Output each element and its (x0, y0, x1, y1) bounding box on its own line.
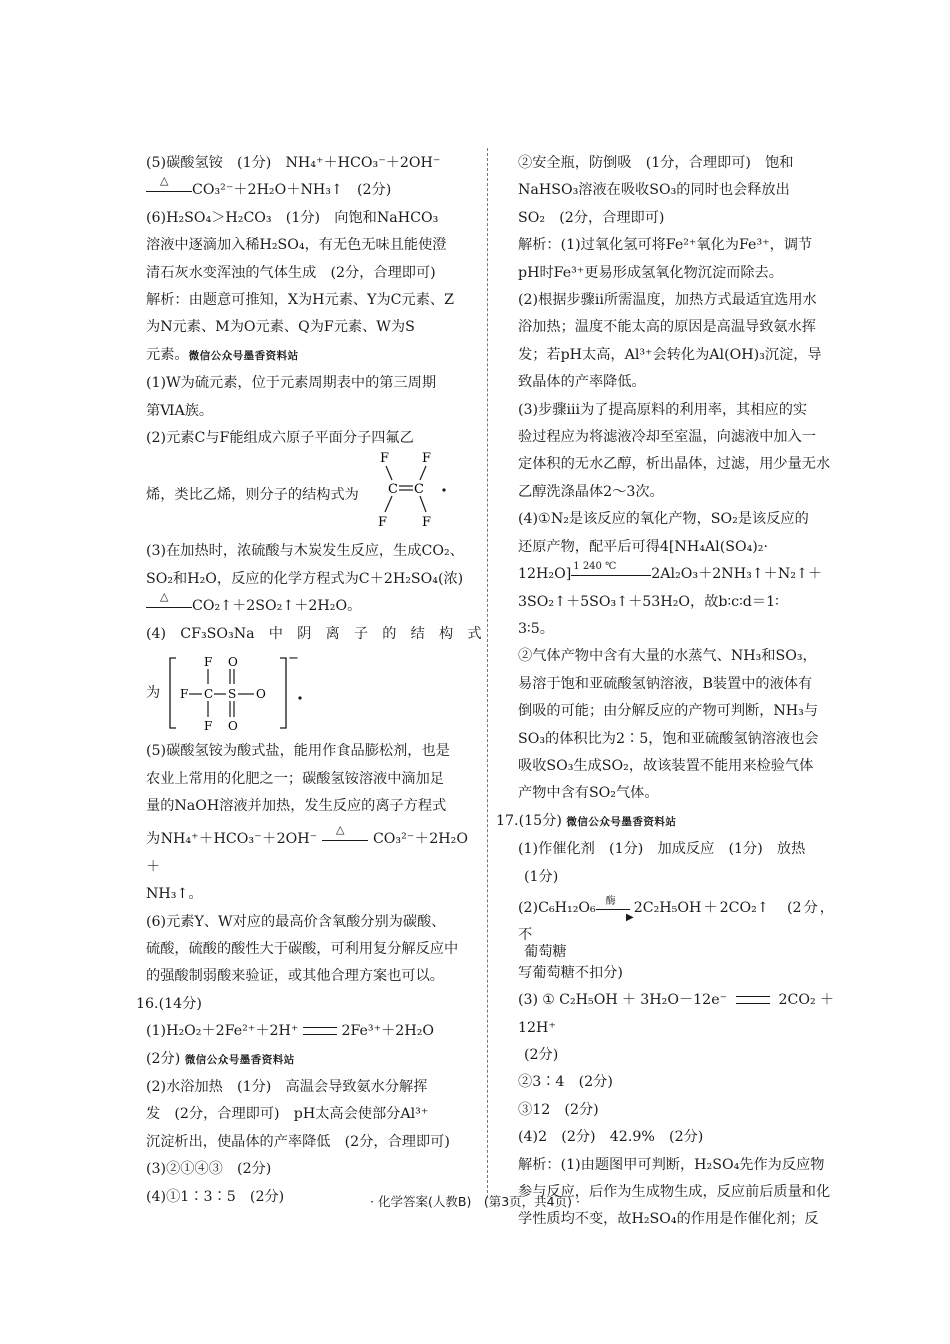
watermark-text: 微信公众号墨香资料站 (566, 815, 677, 828)
atom-label: S (228, 687, 237, 702)
analysis-line: 12H₂O] 1 240 ℃ 2Al₂O₃＋2NH₃↑＋N₂↑＋ (518, 561, 823, 583)
analysis-line: 解析：(1)由题图甲可判断，H₂SO₄先作为反应物 (518, 1156, 825, 1173)
question-heading: 17.(15分) 微信公众号墨香资料站 (496, 812, 677, 829)
answer-line: ③12 (2分) (518, 1101, 599, 1118)
analysis-line: 发；若pH太高，Al³⁺会转化为Al(OH)₃沉淀，导 (518, 346, 822, 363)
analysis-line: (6)元素Y、W对应的最高价含氧酸分别为碳酸、 (146, 913, 446, 930)
atom-label: O (256, 687, 266, 702)
analysis-line: 为N元素、M为O元素、Q为F元素、W为S (146, 319, 415, 336)
answer-line: 写葡萄糖不扣分) (518, 964, 623, 981)
analysis-text: 烯，类比乙烯，则分子的结构式为 (146, 487, 359, 504)
analysis-line: 解析：(1)过氧化氢可将Fe²⁺氧化为Fe³⁺，调节 (518, 237, 813, 254)
answer-line: (3)①C₂H₅OH＋3H₂O－12e⁻ 2CO₂＋12H⁺ (518, 992, 835, 1036)
analysis-line: 吸收SO₃生成SO₂，故该装置不能用来检验气体 (518, 757, 814, 774)
analysis-line: pH时Fe³⁺更易形成氢氧化物沉淀而除去。 (518, 264, 783, 281)
analysis-text: 为 (146, 685, 161, 702)
answer-line: (1分) (524, 868, 559, 885)
tetrafluoroethene-row (146, 452, 468, 538)
triflate-row (146, 648, 468, 738)
analysis-line: 3∶5。 (518, 620, 554, 637)
analysis-line: 第ⅥA族。 (146, 402, 214, 419)
answer-line: (1)H₂O₂＋2Fe²⁺＋2H⁺ 2Fe³⁺＋2H₂O (146, 1023, 435, 1040)
analysis-line: (3)步骤iii为了提高原料的利用率，其相应的实 (518, 401, 808, 418)
analysis-line: 3SO₂↑＋5SO₃↑＋53H₂O，故b∶c∶d＝1∶ (518, 593, 779, 610)
analysis-line: (1)W为硫元素，位于元素周期表中的第三周期 (146, 375, 437, 392)
equals-sign (736, 996, 770, 1004)
analysis-line: (2)元素C与F能组成六原子平面分子四氟乙 (146, 430, 414, 447)
heat-arrow: △ (146, 599, 192, 613)
analysis-line: 的强酸制弱酸来验证，或其他合理方案也可以。 (146, 968, 444, 985)
analysis-line: 易溶于饱和亚硫酸氢钠溶液，B装置中的液体有 (518, 675, 813, 692)
answer-line: 清石灰水变浑浊的气体生成 (2分，合理即可) (146, 264, 436, 281)
analysis-line: (4) CF₃SO₃Na 中 阴 离 子 的 结 构 式 (146, 625, 482, 642)
analysis-line: 量的NaOH溶液并加热，发生反应的离子方程式 (146, 797, 447, 814)
analysis-line: 倒吸的可能；由分解反应的产物可判断，NH₃与 (518, 703, 819, 720)
analysis-line: 产物中含有SO₂气体。 (518, 785, 659, 802)
answer-line: ②3∶4 (2分) (518, 1074, 613, 1091)
analysis-line: (3)在加热时，浓硫酸与木炭发生反应，生成CO₂、 (146, 543, 464, 560)
answer-line: SO₂ (2分，合理即可) (518, 209, 665, 226)
answer-line: (3)②①④③ (2分) (146, 1161, 272, 1178)
analysis-line: 农业上常用的化肥之一；碳酸氢铵溶液中滴加足 (146, 770, 444, 787)
question-heading: 16.(14分) (136, 995, 202, 1012)
answer-line: (2分) (524, 1047, 559, 1063)
analysis-line: 元素。微信公众号墨香资料站 (146, 346, 299, 363)
analysis-line: (4)①N₂是该反应的氧化产物，SO₂是该反应的 (518, 511, 809, 528)
answer-line: (2)水浴加热 (1分) 高温会导致氨水分解挥 (146, 1078, 428, 1095)
analysis-line: 学性质均不变，故H₂SO₄的作用是作催化剂；反 (518, 1211, 819, 1228)
answer-line: (2分) 微信公众号墨香资料站 (146, 1050, 295, 1067)
analysis-line: SO₂和H₂O，反应的化学方程式为C＋2H₂SO₄(浓) (146, 570, 464, 587)
analysis-line: SO₃的体积比为2∶5，饱和亚硫酸氢钠溶液也会 (518, 730, 819, 747)
answer-line: (1)作催化剂 (1分) 加成反应 (1分) 放热 (518, 841, 806, 858)
right-column (496, 150, 835, 1234)
answer-line: 葡萄糖 (524, 943, 567, 960)
analysis-line: (2)根据步骤ii所需温度，加热方式最适宜选用水 (518, 292, 817, 309)
page-footer: · 化学答案(人教B) (第3页，共4页) · (370, 1194, 580, 1209)
atom-label: F (180, 687, 189, 702)
atom-label: O (228, 719, 238, 734)
analysis-line: 为NH₄⁺＋HCO₃⁻＋2OH⁻ △ CO₃²⁻＋2H₂O＋ (146, 823, 468, 875)
tetrafluoroethene-structure (358, 448, 448, 530)
answer-line: (5)碳酸氢铵 (1分) NH₄⁺＋HCO₃⁻＋2OH⁻ (146, 155, 441, 171)
watermark-text: 微信公众号墨香资料站 (184, 1053, 295, 1066)
atom-label: F (204, 655, 213, 670)
atom-label: F (204, 719, 213, 734)
analysis-line: 浴加热；温度不能太高的原因是高温导致氨水挥 (518, 319, 816, 336)
enzyme-arrow: 酶 ▶ (596, 901, 634, 915)
answer-line: 溶液中逐滴加入稀H₂SO₄，有无色无味且能使澄 (146, 237, 447, 254)
answer-line: 发 (2分，合理即可) pH太高会使部分Al³⁺ (146, 1106, 429, 1123)
analysis-line: 还原产物，配平后可得4[NH₄Al(SO₄)₂· (518, 538, 769, 555)
atom-label: F (378, 515, 388, 531)
answer-line: (6)H₂SO₄＞H₂CO₃ (1分) 向饱和NaHCO₃ (146, 209, 439, 226)
answer-line: (2)C₆H₁₂O₆ 酶 ▶ 2C₂H₅OH＋2CO₂↑ (2分，不 (518, 895, 834, 944)
atom-label: F (422, 515, 432, 531)
atom-label: F (422, 451, 432, 467)
analysis-line: (5)碳酸氢铵为酸式盐，能用作食品膨松剂，也是 (146, 743, 450, 760)
atom-label: F (380, 451, 390, 467)
equals-sign (303, 1027, 337, 1035)
analysis-line: 乙醇洗涤晶体2～3次。 (518, 483, 664, 500)
answer-line: ②安全瓶，防倒吸 (1分，合理即可) 饱和 (518, 155, 794, 171)
watermark-text: 微信公众号墨香资料站 (188, 349, 299, 362)
atom-label: O (228, 655, 238, 670)
analysis-line: NH₃↑。 (146, 886, 203, 903)
analysis-line: 致晶体的产率降低。 (518, 374, 646, 391)
answer-line: 沉淀析出，使晶体的产率降低 (2分，合理即可) (146, 1133, 450, 1150)
analysis-line: △ CO₂↑＋2SO₂↑＋2H₂O。 (146, 593, 468, 620)
analysis-line: 参与反应，后作为生成物生成，反应前后质量和化 (518, 1184, 831, 1201)
answer-line: △ CO₃²⁻＋2H₂O＋NH₃↑ (2分) (146, 177, 468, 204)
atom-label: C (204, 687, 214, 702)
heat-arrow: △ (322, 832, 368, 846)
reaction-arrow: 1 240 ℃ (571, 567, 651, 581)
analysis-line: ②气体产物中含有大量的水蒸气、NH₃和SO₃， (518, 648, 817, 665)
analysis-line: 定体积的无水乙醇，析出晶体，过滤，用少量无水 (518, 456, 831, 473)
analysis-line: 解析：由题意可推知，X为H元素、Y为C元素、Z (146, 292, 454, 309)
atom-label: C (414, 482, 424, 498)
heat-arrow: △ (146, 183, 192, 197)
charge-label: − (288, 651, 299, 667)
column-divider (487, 148, 488, 1198)
analysis-line: 验过程应为将滤液冷却至室温，向滤液中加入一 (518, 429, 816, 446)
triflate-anion-structure (166, 650, 306, 736)
answer-line: (4)①1∶3∶5 (2分) (146, 1188, 285, 1205)
answer-line: NaHSO₃溶液在吸收SO₃的同时也会释放出 (518, 182, 790, 199)
answer-line: (4)2 (2分) 42.9% (2分) (518, 1129, 704, 1146)
analysis-line: 硫酸，硫酸的酸性大于碳酸，可利用复分解反应中 (146, 940, 459, 957)
atom-label: C (388, 482, 398, 498)
